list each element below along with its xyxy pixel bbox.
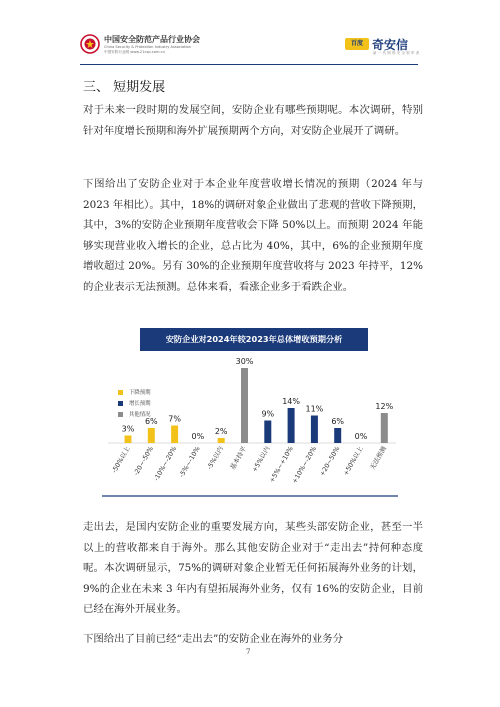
tick-label-4: -5%以内	[205, 445, 225, 471]
paragraph-3: 走出去，是国内安防企业的重要发展方向，某些头部安防企业，甚至一半以上的营收都来自于海外。那么其他安防企业对于“走出去”持何种态度呢。本次调研显示，75%的调研对象企业暂无任何拓展海外业务的计划，9%的企业在未来 3 年内有望拓展海外业务，仅有 16%的安防企业，目前已经在海外开展业务。	[83, 521, 423, 615]
bar-6	[264, 421, 271, 444]
association-url: 中国安防行业网 www.21csp.com.cn	[104, 50, 165, 54]
data-label-9: 6%	[331, 417, 345, 426]
data-label-6: 9%	[261, 409, 275, 419]
tick-label-6: +5%以内	[250, 445, 272, 474]
brand-name: 奇安信	[372, 38, 409, 52]
paragraph-1: 对于未来一段时期的发展空间，安防企业有哪些预期呢。本次调研，特别针对年度增长预期和海外扩展预期两个方向，对安防企业展开了调研。	[83, 104, 423, 137]
section-title: 三、 短期发展	[83, 80, 166, 95]
brand-badge: 百度	[345, 38, 369, 50]
data-label-4: 2%	[214, 427, 228, 436]
bar-5	[241, 368, 248, 443]
data-label-2: 7%	[168, 414, 181, 424]
tick-label-1: -20~-50%	[131, 445, 156, 477]
legend-swatch-decline	[118, 390, 123, 395]
tick-label-5: 基本持平	[228, 445, 249, 472]
association-name-cn: 中国安全防范产品行业协会	[104, 35, 200, 44]
tick-label-2: -10%~-20%	[152, 445, 179, 483]
legend-swatch-other	[118, 412, 123, 417]
data-label-7: 14%	[282, 397, 300, 406]
data-label-0: 3%	[121, 424, 135, 434]
brand-slogan: 新 一 代 网 络 安 全 领 军 者	[373, 51, 420, 55]
bar-1	[148, 428, 155, 443]
data-label-10: 0%	[354, 432, 368, 441]
bar-9	[334, 428, 341, 443]
page-header	[0, 0, 500, 68]
bar-11	[381, 413, 388, 443]
chart-title: 安防企业对2024年较2023年总体增收预期分析	[165, 334, 343, 344]
tick-label-0: -50%以上	[110, 445, 132, 475]
tick-label-10: +50%以上	[341, 445, 365, 478]
association-name-en: China Security & Protection Industry Association	[104, 45, 191, 49]
association-emblem-icon	[80, 34, 100, 54]
data-label-3: 0%	[191, 432, 205, 441]
legend-swatch-growth	[118, 401, 123, 406]
tick-label-8: +10%~-20%	[290, 445, 319, 485]
tick-label-3: -5%~-10%	[177, 445, 202, 479]
bar-0	[125, 436, 132, 444]
data-label-1: 6%	[144, 417, 158, 426]
legend-label-other: 其他情况	[129, 412, 151, 418]
legend-label-decline: 下降预期	[129, 390, 151, 396]
growth-expectation-chart	[98, 326, 402, 502]
bar-4	[218, 438, 225, 443]
bar-7	[288, 408, 295, 443]
header-divider	[80, 64, 418, 65]
data-label-5: 30%	[235, 357, 254, 366]
legend-label-growth: 增长预期	[129, 401, 151, 407]
bar-8	[311, 416, 318, 444]
tick-label-7: +5%~+10%	[267, 445, 295, 485]
paragraph-2: 下图给出了安防企业对于本企业年度营收增长情况的预期（2024 年与 2023 年相比）。其中，18%的调研对象企业做出了悲观的营收下降预期，其中，3%的安防企业预期年度营收会下降 50%以上。而预期 2024 年能够实现营业收入增长的企业，总占比为 40%，其中，6%的企业预期年度增收超过 20%。另有 30%的企业预期年度营收将与 2023 年持平，12%的企业表示无法预测。总体来看，看涨企业多于看跌企业。	[83, 178, 423, 293]
data-label-8: 11%	[305, 404, 324, 414]
paragraph-4: 下图给出了目前已经“走出去”的安防企业在海外的业务分	[83, 633, 343, 645]
bar-2	[171, 426, 178, 444]
page-number: 7	[246, 648, 251, 656]
tick-label-11: 无法预测	[368, 445, 389, 472]
tick-label-9: +20~50%	[317, 445, 342, 478]
data-label-11: 12%	[375, 402, 394, 411]
